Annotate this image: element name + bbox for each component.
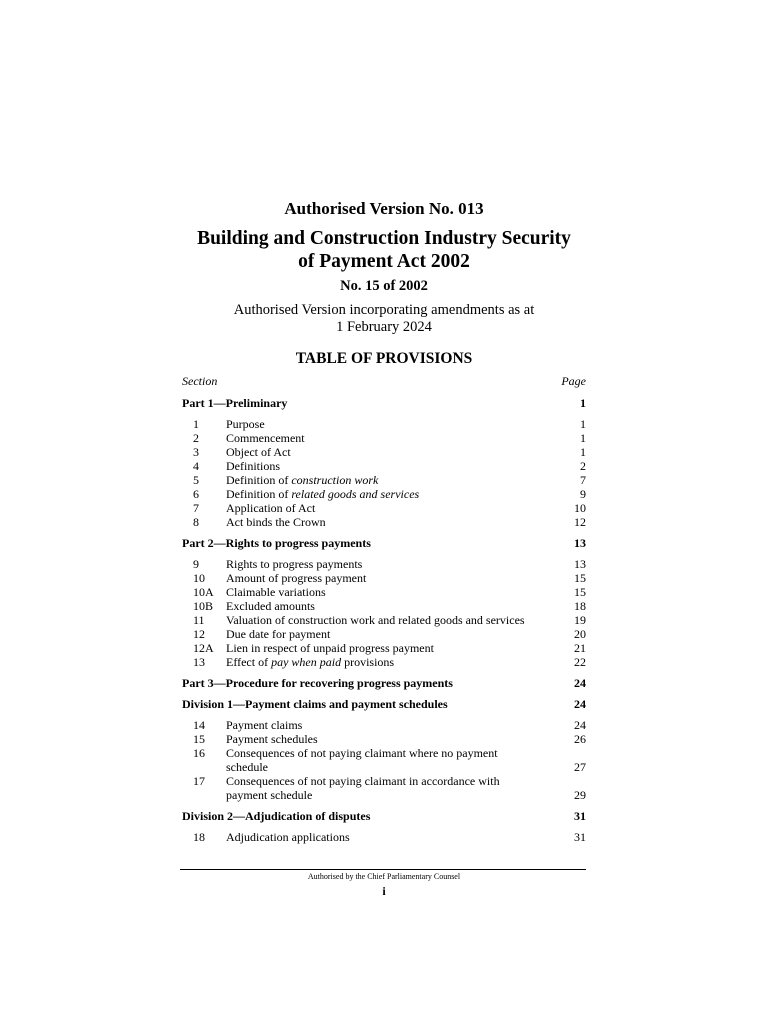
section-number: 18 [193,830,205,844]
section-page: 2 [580,459,586,473]
section-page: 1 [580,431,586,445]
toc-entry[interactable] [182,557,586,571]
page-column-label: Page [561,374,586,388]
section-page: 31 [574,830,586,844]
section-title: Adjudication applications [226,830,350,844]
part-page: 13 [574,536,586,550]
section-number: 10B [193,599,214,613]
division-heading[interactable] [182,697,586,711]
section-page: 21 [574,641,586,655]
defined-term: related goods and services [291,487,420,501]
section-number: 1 [193,417,199,431]
toc-entry[interactable] [182,501,586,515]
section-title: Payment claims [226,718,303,732]
section-title: Act binds the Crown [226,515,326,529]
division-title: Division 2—Adjudication of disputes [182,809,371,823]
toc-entry[interactable] [182,417,586,431]
section-number: 6 [193,487,199,501]
section-title-text: Effect of [226,655,272,669]
toc-entry[interactable] [182,655,586,669]
section-page: 18 [574,599,586,613]
section-title: Application of Act [226,501,316,515]
section-title: Commencement [226,431,305,445]
section-page: 13 [574,557,586,571]
section-title: Rights to progress payments [226,557,363,571]
section-number: 8 [193,515,199,529]
section-number: 9 [193,557,199,571]
toc-entry[interactable] [182,571,586,585]
section-title: Excluded amounts [226,599,315,613]
section-number: 17 [193,774,205,788]
section-page: 29 [574,788,586,802]
section-title-line2: payment schedule [226,788,313,802]
toc-entry[interactable] [182,746,586,774]
section-column-label: Section [182,374,218,388]
section-title: Amount of progress payment [226,571,367,585]
section-number: 2 [193,431,199,445]
amendment-line2: 1 February 2024 [336,319,432,335]
section-title-text: Definition of [226,487,292,501]
section-page: 19 [574,613,586,627]
toc-column-headers [182,374,586,388]
amendment-line1: Authorised Version incorporating amendments as at [233,302,535,318]
division-page: 31 [574,809,586,823]
defined-term: construction work [291,473,379,487]
toc-entry[interactable] [182,473,586,487]
toc-entries [182,718,586,802]
toc-entry[interactable] [182,431,586,445]
section-title [226,487,560,501]
part-heading[interactable] [182,676,586,690]
section-title: Valuation of construction work and related goods and services [226,613,525,627]
section-title-line1: Consequences of not paying claimant where no payment [226,746,498,760]
division-page: 24 [574,697,586,711]
section-page: 26 [574,732,586,746]
section-page: 15 [574,585,586,599]
section-number: 11 [193,613,205,627]
section-title-line1: Consequences of not paying claimant in accordance with [226,774,500,788]
authorised-version-label: Authorised Version No. 013 [284,199,484,218]
section-number: 4 [193,459,199,473]
section-page: 15 [574,571,586,585]
act-number: No. 15 of 2002 [340,278,428,294]
section-page: 12 [574,515,586,529]
toc-entry[interactable] [182,487,586,501]
section-number: 10 [193,571,205,585]
toc-entry[interactable] [182,732,586,746]
section-number: 10A [193,585,214,599]
toc-heading: TABLE OF PROVISIONS [295,350,473,367]
act-title-line1: Building and Construction Industry Security [197,228,571,249]
section-title: Lien in respect of unpaid progress payment [226,641,434,655]
section-title: Claimable variations [226,585,326,599]
section-page: 22 [574,655,586,669]
part-page: 24 [574,676,586,690]
section-title [226,774,560,802]
section-title: Purpose [226,417,265,431]
defined-term: pay when paid [271,655,342,669]
section-page: 9 [580,487,586,501]
section-title-line2: schedule [226,760,268,774]
part-page: 1 [580,396,586,410]
footer-attribution: Authorised by the Chief Parliamentary Counsel [307,872,461,881]
section-page: 1 [580,417,586,431]
section-page: 20 [574,627,586,641]
part-heading[interactable] [182,536,586,550]
section-number: 12A [193,641,214,655]
section-number: 14 [193,718,205,732]
part-title: Part 2—Rights to progress payments [182,536,371,550]
division-heading[interactable] [182,809,586,823]
toc-entries [182,830,586,844]
toc-entry[interactable] [182,515,586,529]
toc-entries [182,557,586,669]
section-page: 24 [574,718,586,732]
section-title: Due date for payment [226,627,331,641]
act-title-line2: of Payment Act 2002 [298,251,470,272]
toc-entry[interactable] [182,627,586,641]
section-page: 1 [580,445,586,459]
toc-entry[interactable] [182,445,586,459]
section-title [226,655,560,669]
section-number: 15 [193,732,205,746]
toc-entry[interactable] [182,585,586,599]
section-title-text: provisions [341,655,395,669]
toc-entry[interactable] [182,830,586,844]
toc-entry[interactable] [182,613,586,627]
toc-entry[interactable] [182,718,586,732]
toc-entry[interactable] [182,599,586,613]
section-number: 5 [193,473,199,487]
section-page: 27 [574,760,586,774]
page-number: i [382,884,386,898]
section-page: 10 [574,501,586,515]
part-title: Part 3—Procedure for recovering progress payments [182,676,453,690]
part-heading[interactable] [182,396,586,410]
section-title [226,473,560,487]
section-number: 16 [193,746,205,760]
section-number: 12 [193,627,205,641]
table-of-provisions [182,374,586,851]
section-title: Definitions [226,459,280,473]
toc-entries [182,417,586,529]
section-title: Object of Act [226,445,291,459]
toc-entry[interactable] [182,774,586,802]
section-number: 13 [193,655,205,669]
toc-entry[interactable] [182,641,586,655]
section-number: 3 [193,445,199,459]
section-number: 7 [193,501,199,515]
section-title: Payment schedules [226,732,318,746]
section-title-text: Definition of [226,473,292,487]
part-title: Part 1—Preliminary [182,396,288,410]
section-page: 7 [580,473,586,487]
division-title: Division 1—Payment claims and payment schedules [182,697,448,711]
toc-entry[interactable] [182,459,586,473]
footer-divider [180,869,586,870]
section-title [226,746,560,774]
